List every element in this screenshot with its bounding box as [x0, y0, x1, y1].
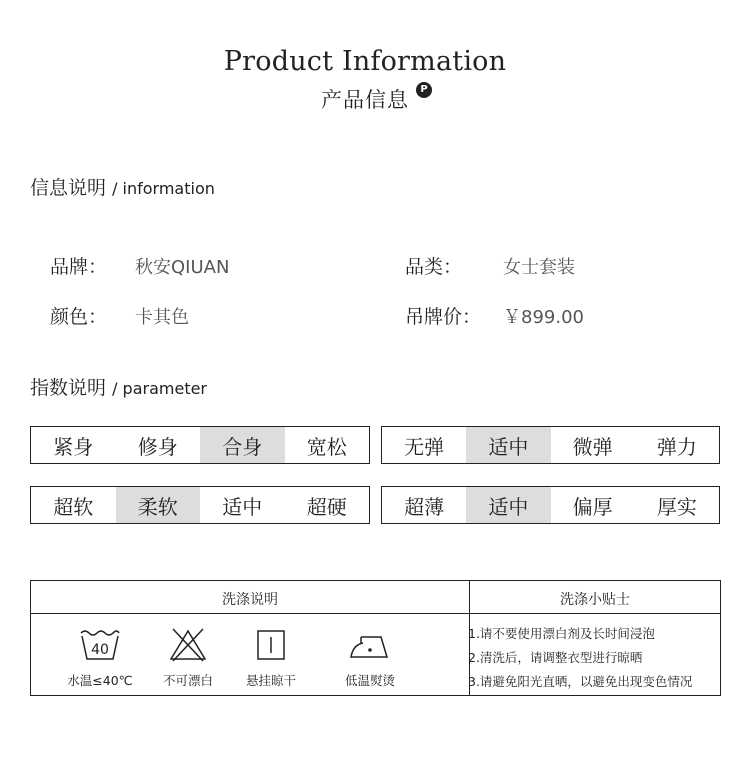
thickness-scale: [381, 486, 720, 524]
softness-option: 超硬: [306, 494, 347, 519]
hang-dry-icon: [250, 627, 292, 663]
brand-label: 品牌：: [50, 256, 108, 278]
washing-tips-title: 洗涤小贴士: [560, 592, 630, 608]
title-chinese: 产品信息: [321, 88, 409, 112]
thickness-option: 超薄: [404, 494, 445, 519]
info-section-title: 信息说明: [30, 177, 107, 199]
hang-dry-label: 悬挂晾干: [245, 673, 296, 688]
price-value: ￥899.00: [503, 307, 584, 328]
color-label: 颜色：: [50, 306, 108, 328]
washing-tip: 1.请不要使用漂白剂及长时间浸泡: [468, 626, 655, 641]
washing-instructions-title: 洗涤说明: [222, 592, 278, 608]
elasticity-option: 无弹: [404, 434, 445, 459]
fit-option: 修身: [137, 434, 178, 459]
low-iron-icon: [349, 627, 391, 663]
thickness-option: 偏厚: [572, 494, 613, 519]
param-section-heading: [30, 373, 207, 400]
elasticity-scale: [381, 426, 720, 464]
p-badge-icon: P: [416, 82, 432, 98]
price-label: 吊牌价：: [405, 306, 482, 328]
thickness-option: 厚实: [656, 494, 697, 519]
brand-value: 秋安QIUAN: [135, 257, 230, 278]
thickness-option-selected: 适中: [466, 487, 550, 523]
softness-option: 适中: [222, 494, 263, 519]
fit-option-selected: 合身: [200, 427, 285, 463]
low-iron-label: 低温熨烫: [344, 673, 395, 688]
elasticity-option: 弹力: [656, 434, 697, 459]
param-section-subtitle: / parameter: [112, 379, 208, 398]
elasticity-option: 微弹: [572, 434, 613, 459]
fit-scale: [30, 426, 370, 464]
fit-option: 宽松: [306, 434, 347, 459]
washing-tip: 3.请避免阳光直晒，以避免出现变色情况: [468, 674, 693, 689]
param-section-title: 指数说明: [30, 377, 107, 399]
info-section-heading: [30, 173, 215, 200]
category-value: 女士套装: [503, 257, 575, 278]
no-bleach-icon: [167, 627, 209, 663]
category-label: 品类：: [405, 256, 463, 278]
wash-temp-text: 40: [91, 642, 109, 658]
softness-option: 超软: [53, 494, 94, 519]
fit-option: 紧身: [53, 434, 94, 459]
softness-scale: [30, 486, 370, 524]
no-bleach-label: 不可漂白: [162, 673, 213, 688]
title-english: Product Information: [223, 46, 507, 77]
wash-40-icon: [79, 627, 121, 663]
color-value: 卡其色: [135, 307, 189, 328]
washing-tip: 2.清洗后，请调整衣型进行晾晒: [468, 650, 643, 665]
elasticity-option-selected: 适中: [466, 427, 550, 463]
info-section-subtitle: / information: [112, 179, 215, 198]
wash-temp-label: 水温≤40℃: [67, 673, 133, 688]
softness-option-selected: 柔软: [116, 487, 201, 523]
table-divider: [31, 613, 720, 614]
